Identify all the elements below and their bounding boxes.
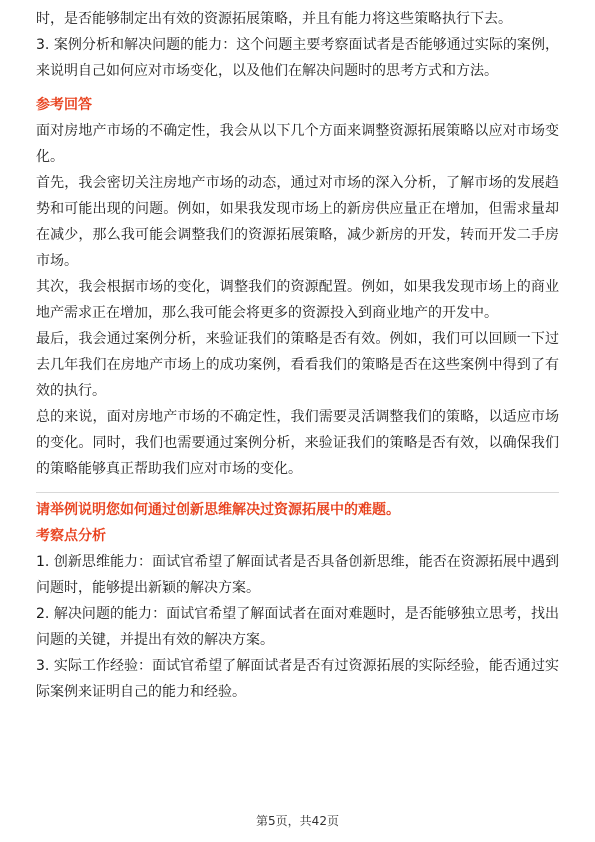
question-title: 请举例说明您如何通过创新思维解决过资源拓展中的难题。 — [36, 502, 400, 518]
analysis-point-3b: 3. 实际工作经验：面试官希望了解面试者是否有过资源拓展的实际经验，能否通过实际案例来证明自己的能力和经验。 — [36, 658, 559, 700]
answer-paragraph-second: 其次，我会根据市场的变化，调整我们的资源配置。例如，如果我发现市场上的商业地产需求正在增加，那么我可能会将更多的资源投入到商业地产的开发中。 — [36, 279, 559, 321]
answer-paragraph-last: 最后，我会通过案例分析，来验证我们的策略是否有效。例如，我们可以回顾一下过去几年我们在房地产市场上的成功案例，看看我们的策略是否在这些案例中得到了有效的执行。 — [36, 331, 559, 399]
answer-paragraph-first: 首先，我会密切关注房地产市场的动态，通过对市场的深入分析，了解市场的发展趋势和可能出现的问题。例如，如果我发现市场上的新房供应量正在增加，但需求量却在减少，那么我可能会调整我们的资源拓展策略，减少新房的开发，转而开发二手房市场。 — [36, 175, 559, 269]
reference-answer-heading: 参考回答 — [36, 97, 92, 113]
analysis-heading: 考察点分析 — [36, 528, 106, 544]
page-number: 第5页，共42页 — [256, 814, 339, 828]
answer-paragraph-intro: 面对房地产市场的不确定性，我会从以下几个方面来调整资源拓展策略以应对市场变化。 — [36, 123, 559, 165]
analysis-point-1: 1. 创新思维能力：面试官希望了解面试者是否具备创新思维，能否在资源拓展中遇到问题时，能够提出新颖的解决方案。 — [36, 554, 559, 596]
analysis-point-3: 3. 案例分析和解决问题的能力：这个问题主要考察面试者是否能够通过实际的案例，来说明自己如何应对市场变化，以及他们在解决问题时的思考方式和方法。 — [36, 37, 559, 79]
answer-paragraph-summary: 总的来说，面对房地产市场的不确定性，我们需要灵活调整我们的策略，以适应市场的变化。同时，我们也需要通过案例分析，来验证我们的策略是否有效，以确保我们的策略能够真正帮助我们应对市场的变化。 — [36, 409, 559, 477]
paragraph-continuation: 时，是否能够制定出有效的资源拓展策略，并且有能力将这些策略执行下去。 — [36, 11, 512, 27]
document-page — [36, 0, 559, 705]
analysis-point-2: 2. 解决问题的能力：面试官希望了解面试者在面对难题时，是否能够独立思考，找出问题的关键，并提出有效的解决方案。 — [36, 606, 559, 648]
section-divider — [36, 492, 559, 493]
